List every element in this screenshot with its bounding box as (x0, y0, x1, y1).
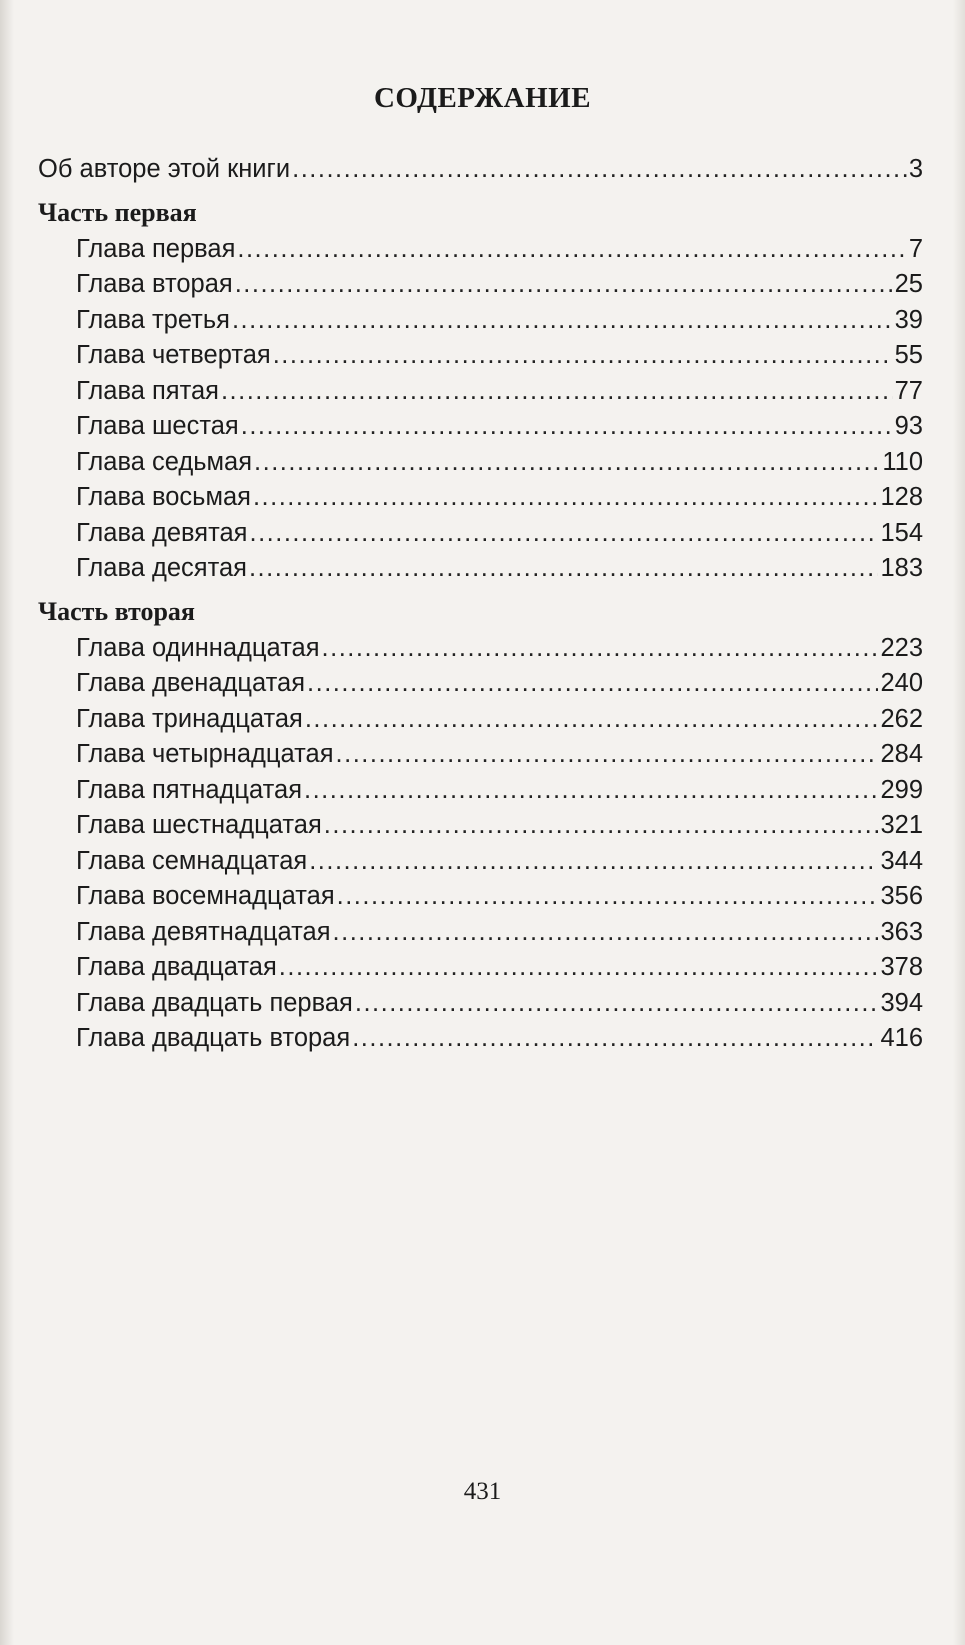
toc-entry-chapter[interactable] (38, 551, 923, 587)
toc-entry-page: 394 (880, 988, 923, 1017)
toc-entry-chapter[interactable] (38, 267, 923, 303)
toc-entry-page: 128 (880, 483, 923, 511)
toc-entry-page: 240 (880, 669, 923, 697)
toc-entry-page: 110 (882, 447, 923, 476)
toc-entry-label: Глава семнадцатая (76, 846, 308, 875)
toc-entry-page: 25 (894, 270, 923, 298)
toc-entry-chapter[interactable] (38, 879, 923, 915)
toc-entry-label: Глава четвертая (76, 341, 271, 369)
toc-entry-chapter[interactable] (38, 631, 923, 667)
toc-entry-label: Глава тринадцатая (76, 704, 303, 733)
toc-entry-chapter[interactable] (38, 338, 923, 374)
toc-entry-page: 378 (880, 953, 923, 981)
toc-entry-label: Глава двадцать вторая (76, 1024, 351, 1052)
toc-entry-chapter[interactable] (38, 666, 923, 702)
toc-entry-label: Глава четырнадцатая (76, 740, 334, 768)
dot-leader (279, 950, 879, 986)
toc-entry-chapter[interactable] (38, 445, 923, 481)
dot-leader (352, 1021, 878, 1057)
toc-entry-label: Глава девятая (76, 518, 248, 547)
toc-entry-chapter[interactable] (38, 516, 923, 552)
dot-leader (241, 409, 893, 445)
dot-leader (253, 480, 878, 516)
dot-leader (221, 374, 893, 410)
toc-entry-chapter[interactable] (38, 303, 923, 339)
toc-entry-chapter[interactable] (38, 374, 923, 410)
dot-leader (304, 773, 878, 809)
toc-entry-label: Глава десятая (76, 554, 247, 582)
toc-entry-chapter[interactable] (38, 950, 923, 986)
toc-entry-chapter[interactable] (38, 409, 923, 445)
toc-entry-chapter[interactable] (38, 986, 923, 1022)
part-2-chapters (38, 631, 923, 1057)
page-edge-shadow-right (953, 0, 965, 1645)
toc-entry-chapter[interactable] (38, 737, 923, 773)
toc-entry-page: 93 (894, 412, 923, 440)
dot-leader (273, 338, 893, 374)
toc-entry-page: 55 (894, 341, 923, 369)
toc-entry-label: Об авторе этой книги (38, 155, 291, 183)
toc-entry-page: 183 (880, 554, 923, 582)
dot-leader (337, 879, 879, 915)
dot-leader (237, 232, 906, 268)
table-of-contents (38, 152, 923, 1057)
dot-leader (249, 551, 878, 587)
toc-entry-label: Глава седьмая (76, 447, 253, 476)
toc-entry-page: 356 (880, 882, 923, 910)
part-1-chapters (38, 232, 923, 587)
dot-leader (254, 445, 880, 481)
toc-entry-label: Глава двадцать первая (76, 988, 353, 1017)
toc-entry-page: 262 (880, 704, 923, 733)
toc-entry-chapter[interactable] (38, 232, 923, 268)
toc-entry-label: Глава одиннадцатая (76, 633, 320, 662)
toc-entry-page: 284 (880, 740, 923, 768)
page-title: СОДЕРЖАНИЕ (373, 82, 592, 114)
dot-leader (292, 152, 907, 188)
dot-leader (232, 303, 893, 339)
toc-entry-label: Глава двадцатая (76, 953, 277, 981)
dot-leader (324, 808, 879, 844)
toc-entry-label: Глава восемнадцатая (76, 882, 335, 910)
toc-entry-page: 223 (880, 633, 923, 662)
toc-entry-page: 39 (894, 305, 923, 334)
dot-leader (322, 631, 879, 667)
toc-entry-page: 3 (908, 155, 923, 183)
toc-entry-page: 7 (908, 234, 923, 263)
toc-entry-page: 154 (880, 518, 923, 547)
toc-entry-chapter[interactable] (38, 702, 923, 738)
toc-entry-chapter[interactable] (38, 808, 923, 844)
dot-leader (309, 844, 878, 880)
toc-entry-page: 363 (880, 917, 923, 946)
toc-entry-label: Глава шестая (76, 412, 239, 440)
toc-entry-chapter[interactable] (38, 844, 923, 880)
dot-leader (307, 666, 878, 702)
dot-leader (235, 267, 893, 303)
dot-leader (355, 986, 879, 1022)
dot-leader (305, 702, 879, 738)
toc-entry-intro[interactable] (38, 152, 923, 188)
dot-leader (249, 516, 878, 552)
part-heading-2: Часть вторая (38, 596, 195, 626)
toc-entry-chapter[interactable] (38, 773, 923, 809)
toc-entry-label: Глава девятнадцатая (76, 917, 331, 946)
toc-entry-label: Глава пятнадцатая (76, 775, 303, 804)
toc-entry-page: 344 (880, 846, 923, 875)
toc-entry-label: Глава восьмая (76, 483, 251, 511)
toc-entry-chapter[interactable] (38, 480, 923, 516)
page-edge-shadow (0, 0, 14, 1645)
part-heading-1: Часть первая (38, 197, 197, 227)
toc-entry-chapter[interactable] (38, 915, 923, 951)
toc-entry-chapter[interactable] (38, 1021, 923, 1057)
toc-entry-label: Глава третья (76, 305, 230, 334)
dot-leader (336, 737, 879, 773)
toc-entry-page: 321 (880, 811, 923, 839)
toc-entry-page: 77 (894, 376, 923, 405)
dot-leader (333, 915, 879, 951)
toc-entry-label: Глава вторая (76, 270, 233, 298)
toc-entry-label: Глава шестнадцатая (76, 811, 322, 839)
toc-entry-page: 299 (880, 775, 923, 804)
toc-entry-page: 416 (880, 1024, 923, 1052)
page-number: 431 (463, 1478, 502, 1505)
toc-entry-label: Глава пятая (76, 376, 219, 405)
toc-entry-label: Глава первая (76, 234, 236, 263)
toc-entry-label: Глава двенадцатая (76, 669, 306, 697)
